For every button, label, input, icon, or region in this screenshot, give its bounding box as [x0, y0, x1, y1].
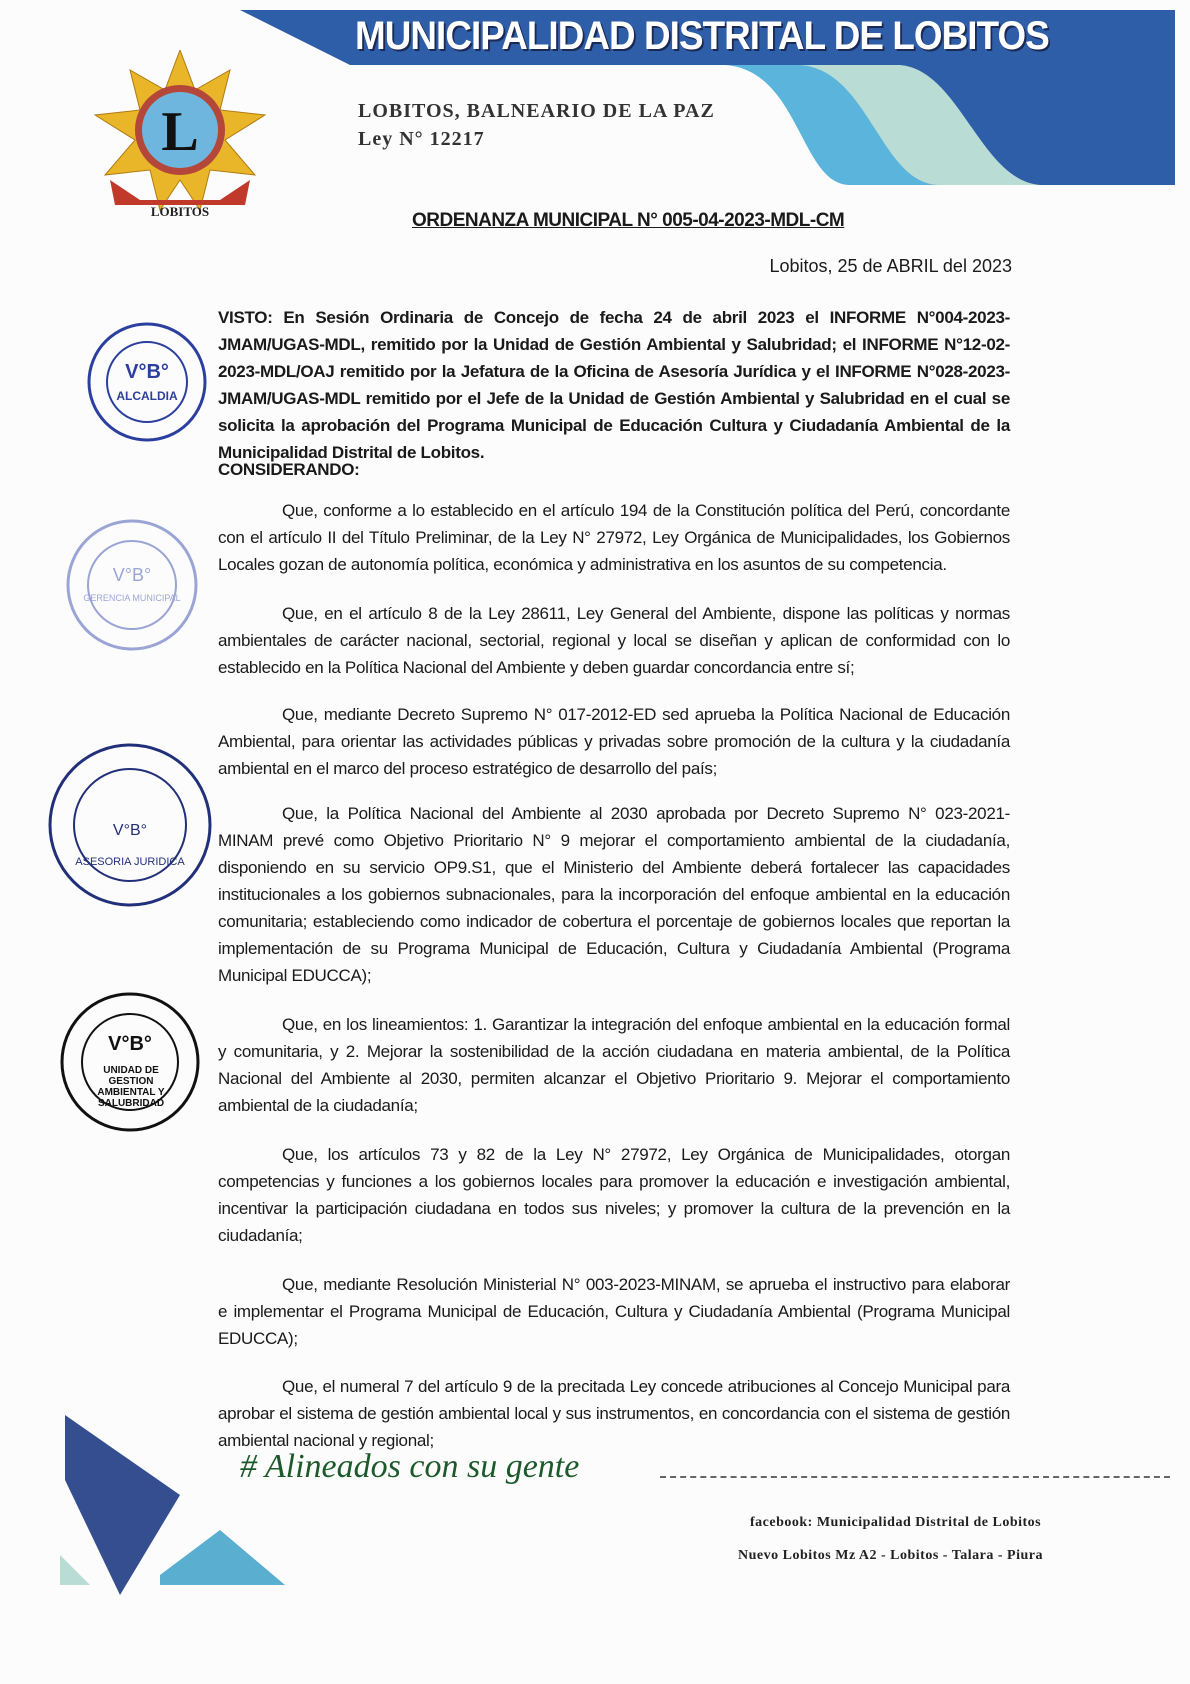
paragraph: Que, los artículos 73 y 82 de la Ley N° 27972, Ley Orgánica de Municipalidades, otorgan competencias y funciones a los gobiernos locales para promover la educación e investigación ambiental, incentivar la participación ciudadana en todos sus niveles; y promover la cultura de la prevención en la ciudadanía;: [218, 1145, 1010, 1245]
stamp-gestion-ambiental-label: UNIDAD DE GESTION AMBIENTAL Y SALUBRIDAD: [97, 1065, 165, 1109]
law-number: Ley N° 12217: [358, 128, 485, 150]
svg-text:ALCALDIA: ALCALDIA: [116, 389, 178, 403]
svg-text:LOBITOS: LOBITOS: [150, 204, 210, 219]
slogan: # Alineados con su gente: [240, 1448, 580, 1485]
paragraph: Que, conforme a lo establecido en el artículo 194 de la Constitución política del Perú, concordante con el artículo II del Título Preliminar, de la Ley N° 27972, Ley Orgánica de Municipalidades, los Gobiernos Locales gozan de autonomía política, económica y administrativa en los asuntos de su competencia.: [218, 501, 1010, 574]
svg-text:V°B°: V°B°: [112, 565, 152, 585]
stamp-gestion-ambiental: [58, 990, 203, 1135]
paragraph: Que, la Política Nacional del Ambiente al 2030 aprobada por Decreto Supremo N° 023-2021-MINAM prevé como Objetivo Prioritario N° 9 mejorar el comportamiento ambiental de la ciudadanía, disponiendo en su servicio OP9.S1, que el Ministerio del Ambiente deberá fortalecer las capacidades institucionales a los gobiernos subnacionales, para la incorporación del enfoque ambiental en la educación comunitaria; estableciendo como indicador de cobertura el porcentaje de gobiernos locales que reportan la implementación de su Programa Municipal de Educación, Cultura y Ciudadanía Ambiental (Programa Municipal EDUCCA);: [218, 804, 1010, 985]
subtitle: LOBITOS, BALNEARIO DE LA PAZ: [358, 100, 715, 122]
stamp-alcaldia: [85, 320, 210, 445]
document-title: ORDENANZA MUNICIPAL N° 005-04-2023-MDL-CM: [412, 210, 845, 231]
paragraph: Que, mediante Resolución Ministerial N° 003-2023-MINAM, se aprueba el instructivo para elaborar e implementar el Programa Municipal de Educación, Cultura y Ciudadanía Ambiental (Programa Municipal EDUCCA);: [218, 1275, 1010, 1348]
paragraph: Que, el numeral 7 del artículo 9 de la precitada Ley concede atribuciones al Concejo Municipal para aprobar el sistema de gestión ambiental local y sus instrumentos, en concordancia con el sistema de gestión ambiental nacional y regional;: [218, 1377, 1010, 1450]
stamp-asesoria-juridica: [45, 740, 215, 910]
svg-text:V°B°: V°B°: [112, 822, 148, 839]
svg-text:V°B°: V°B°: [125, 361, 169, 383]
municipality-name: MUNICIPALIDAD DISTRITAL DE LOBITOS: [355, 14, 1049, 58]
svg-text:GERENCIA MUNICIPAL: GERENCIA MUNICIPAL: [83, 593, 181, 603]
stamp-gerencia: [62, 515, 202, 655]
document-date: Lobitos, 25 de ABRIL del 2023: [769, 256, 1012, 276]
visto-paragraph: VISTO: En Sesión Ordinaria de Concejo de fecha 24 de abril 2023 el INFORME N°004-2023-JMAM/UGAS-MDL, remitido por la Unidad de Gestión Ambiental y Salubridad; el INFORME N°12-02-2023-MDL/OAJ remitido por la Jefatura de la Oficina de Asesoría Jurídica y el INFORME N°028-2023-JMAM/UGAS-MDL remitido por el Jefe de la Unidad de Gestión Ambiental y Salubridad en el cual se solicita la aprobación del Programa Municipal de Educación Cultura y Ciudadanía Ambiental de la Municipalidad Distrital de Lobitos.: [218, 308, 1010, 462]
considerando-heading: CONSIDERANDO:: [218, 460, 360, 479]
paragraph: Que, mediante Decreto Supremo N° 017-2012-ED sed aprueba la Política Nacional de Educación Ambiental, para orientar las actividades públicas y privadas sobre promoción de la cultura y la ciudadanía ambiental en el marco del proceso estratégico de desarrollo del país;: [218, 705, 1010, 778]
paragraph: Que, en el artículo 8 de la Ley 28611, Ley General del Ambiente, dispone las políticas y normas ambientales de carácter nacional, sectorial, regional y local se diseñan y aplican de conformidad con lo establecido en la Política Nacional del Ambiente y deben guardar concordancia entre sí;: [218, 604, 1010, 677]
facebook-text: facebook: Municipalidad Distrital de Lobitos: [750, 1515, 1042, 1530]
footer-decoration: [60, 1410, 300, 1600]
address-text: Nuevo Lobitos Mz A2 - Lobitos - Talara - Piura: [738, 1548, 1043, 1563]
svg-text:V°B°: V°B°: [108, 1033, 152, 1055]
svg-text:L: L: [161, 101, 199, 163]
divider: [660, 1476, 1170, 1478]
svg-text:ASESORIA JURIDICA: ASESORIA JURIDICA: [75, 856, 185, 868]
paragraph: Que, en los lineamientos: 1. Garantizar la integración del enfoque ambiental en la educación formal y comunitaria, y 2. Mejorar la sostenibilidad de la acción ciudadana en materia ambiental, de la Política Nacional del Ambiente al 2030, permiten alcanzar el Objetivo Prioritario 9. Mejorar el comportamiento ambiental de la ciudadanía;: [218, 1015, 1010, 1115]
municipal-logo: [80, 50, 280, 220]
